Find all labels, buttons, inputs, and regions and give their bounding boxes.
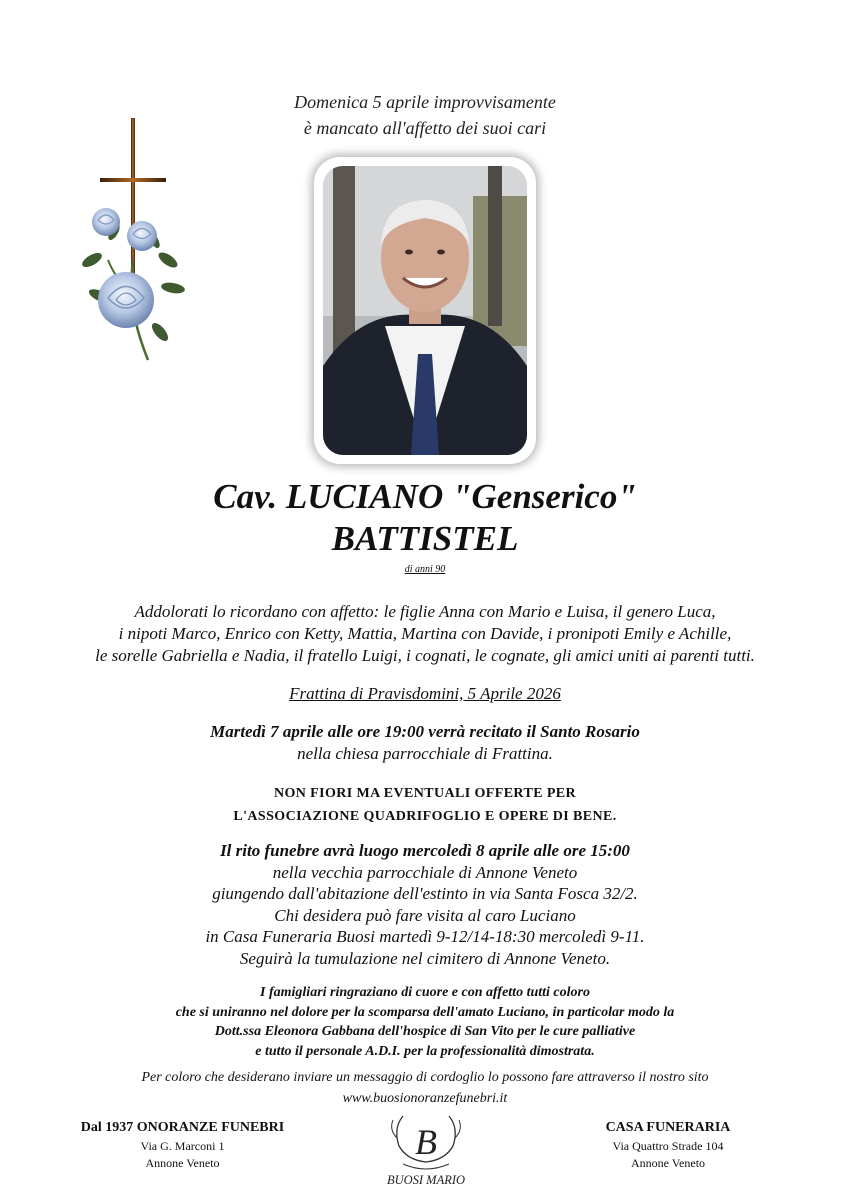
notice-line-1: NON FIORI MA EVENTUALI OFFERTE PER (273, 786, 577, 801)
donation-notice (0, 782, 850, 828)
rosary-line-1: Martedì 7 aprile alle ore 19:00 verrà recitato il Santo Rosario (210, 722, 640, 741)
thanks-text (0, 983, 850, 1061)
footer-left-city: Annone Veneto (145, 1156, 220, 1170)
portrait-photo (323, 166, 527, 455)
intro-line-1: Domenica 5 aprile improvvisamente (294, 92, 556, 112)
portrait-frame (314, 157, 536, 464)
rose-icon (92, 208, 157, 328)
relatives-line-3: le sorelle Gabriella e Nadia, il fratello Luigi, i cognati, le cognate, gli amici uniti ai parenti tutti. (95, 646, 755, 665)
intro-line-2: è mancato all'affetto dei suoi cari (303, 118, 547, 138)
relatives-line-2: i nipoti Marco, Enrico con Ketty, Mattia, Martina con Davide, i pronipoti Emily e Achille, (118, 624, 732, 643)
footer-left (40, 1118, 325, 1172)
place-date (0, 684, 850, 704)
notice-line-2: L'ASSOCIAZIONE QUADRIFOGLIO E OPERE DI BENE. (233, 809, 617, 824)
deceased-surname: BATTISTEL (331, 519, 519, 558)
cross-roses-decoration (78, 110, 198, 390)
funeral-line-6: Seguirà la tumulazione nel cimitero di Annone Veneto. (239, 948, 611, 968)
footer-right-city: Annone Veneto (630, 1156, 706, 1170)
funeral-line-1: Il rito funebre avrà luogo mercoledì 8 aprile alle ore 15:00 (220, 841, 630, 860)
footer-right-address: Via Quattro Strade 104 (612, 1139, 724, 1153)
footer-right-title: CASA FUNERARIA (605, 1120, 731, 1135)
thanks-line-4: e tutto il personale A.D.I. per la professionalità dimostrata. (255, 1043, 595, 1059)
deceased-name: Cav. LUCIANO "Genserico" (213, 477, 637, 516)
deceased-age (0, 564, 850, 575)
thanks-line-1: I famigliari ringraziano di cuore e con affetto tutti coloro (260, 985, 590, 1000)
funeral-text (0, 840, 850, 969)
website-link[interactable]: www.buosionoranzefunebri.it (342, 1091, 508, 1106)
relatives-text (0, 601, 850, 667)
thanks-line-2: che si uniranno nel dolore per la scomparsa dell'amato Luciano, in particolar modo la (175, 1004, 675, 1020)
contact-text (0, 1067, 850, 1109)
footer-left-title: Dal 1937 ONORANZE FUNEBRI (80, 1120, 285, 1135)
place-date-text: Frattina di Pravisdomini, 5 Aprile 2026 (289, 684, 561, 703)
rosary-line-2: nella chiesa parrocchiale di Frattina. (297, 744, 553, 763)
funeral-line-4: Chi desidera può fare visita al caro Luciano (274, 905, 576, 925)
rosary-text (0, 721, 850, 765)
logo-letter: B (415, 1122, 437, 1162)
buosi-logo (373, 1108, 479, 1188)
funeral-line-3: giungendo dall'abitazione dell'estinto in via Santa Fosca 32/2. (212, 884, 638, 903)
funeral-line-5: in Casa Funeraria Buosi martedì 9-12/14-18:30 mercoledì 9-11. (205, 927, 645, 946)
footer-right (548, 1118, 788, 1172)
logo-name: BUOSI MARIO (386, 1173, 466, 1187)
contact-line-1: Per coloro che desiderano inviare un messaggio di cordoglio lo possono fare attraverso il nostro sito (141, 1070, 709, 1085)
funeral-line-2: nella vecchia parrocchiale di Annone Veneto (272, 862, 578, 882)
thanks-line-3: Dott.ssa Eleonora Gabbana dell'hospice di San Vito per le cure palliative (214, 1024, 636, 1039)
relatives-line-1: Addolorati lo ricordano con affetto: le figlie Anna con Mario e Luisa, il genero Luca, (134, 602, 716, 621)
footer-left-address: Via G. Marconi 1 (140, 1139, 225, 1153)
age-label: di anni 90 (404, 564, 446, 575)
